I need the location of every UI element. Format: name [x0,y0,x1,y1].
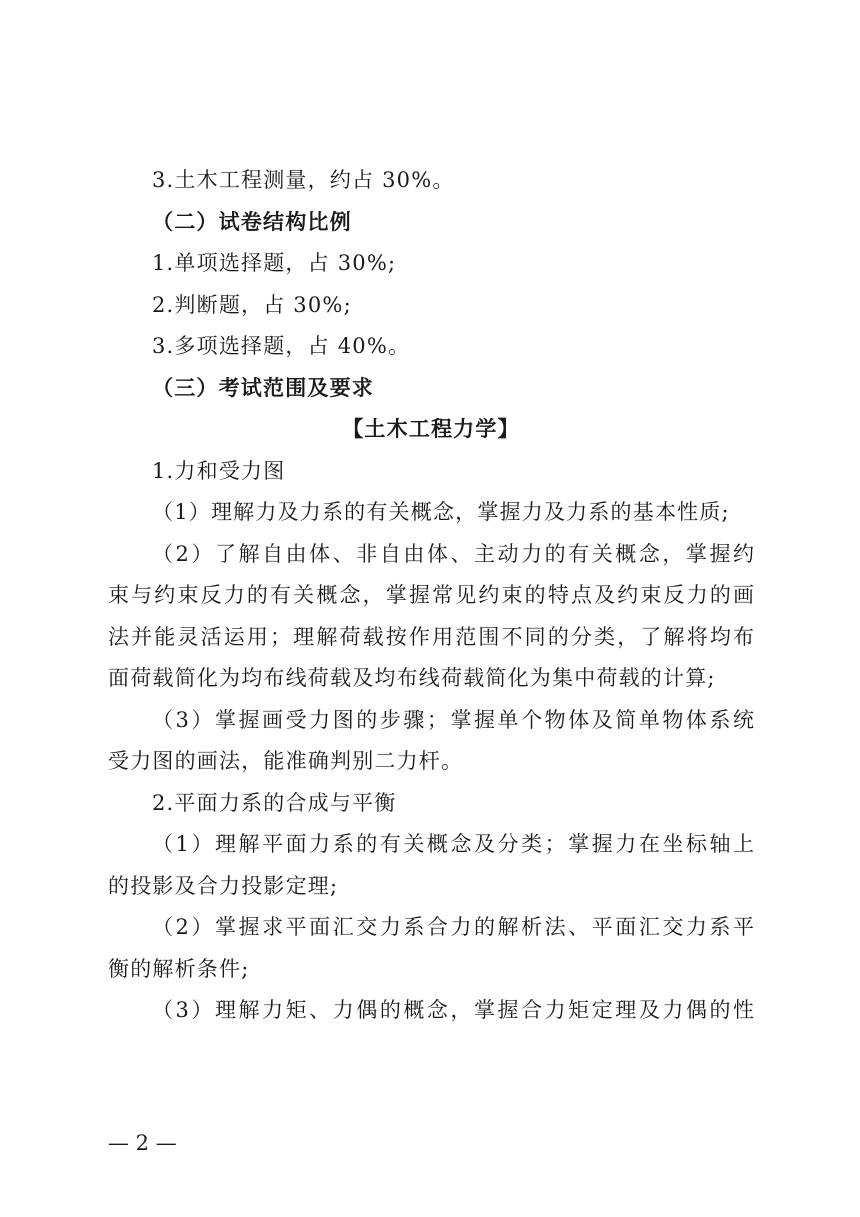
section-heading: （二）试卷结构比例 [152,209,352,234]
text-line: （2）掌握求平面汇交力系合力的解析法、平面汇交力系平 [152,915,754,939]
page-number: — 2 — [108,1131,177,1155]
text-line: 的投影及合力投影定理; [108,873,339,898]
text-line: 衡的解析条件; [108,956,250,981]
text-line: （3）理解力矩、力偶的概念，掌握合力矩定理及力偶的性 [152,998,754,1022]
subsection-heading: 1.力和受力图 [152,458,286,483]
section-heading: （三）考试范围及要求 [152,375,374,400]
text-line: 受力图的画法，能准确判别二力杆。 [108,749,464,773]
text-line: 2.判断题，占 30%; [152,292,352,317]
text-line: （1）理解力及力系的有关概念，掌握力及力系的基本性质; [152,500,730,524]
text-line: 3.多项选择题，占 40%。 [152,334,411,358]
text-line: （3）掌握画受力图的步骤；掌握单个物体及简单物体系统 [152,707,754,732]
text-line: 法并能灵活运用；理解荷载按作用范围不同的分类，了解将均布 [108,624,754,649]
subject-title: 【土木工程力学】 [342,417,520,441]
subsection-heading: 2.平面力系的合成与平衡 [152,790,397,815]
text-line: 面荷载简化为均布线荷载及均布线荷载简化为集中荷载的计算; [108,666,716,690]
text-line: 1.单项选择题，占 30%; [152,251,397,275]
text-line: （1）理解平面力系的有关概念及分类；掌握力在坐标轴上 [152,832,754,856]
text-line: 3.土木工程测量，约占 30%。 [152,168,455,192]
document-body [108,160,754,1032]
text-line: （2）了解自由体、非自由体、主动力的有关概念，掌握约 [152,541,754,566]
text-line: 束与约束反力的有关概念，掌握常见约束的特点及约束反力的画 [108,583,754,607]
